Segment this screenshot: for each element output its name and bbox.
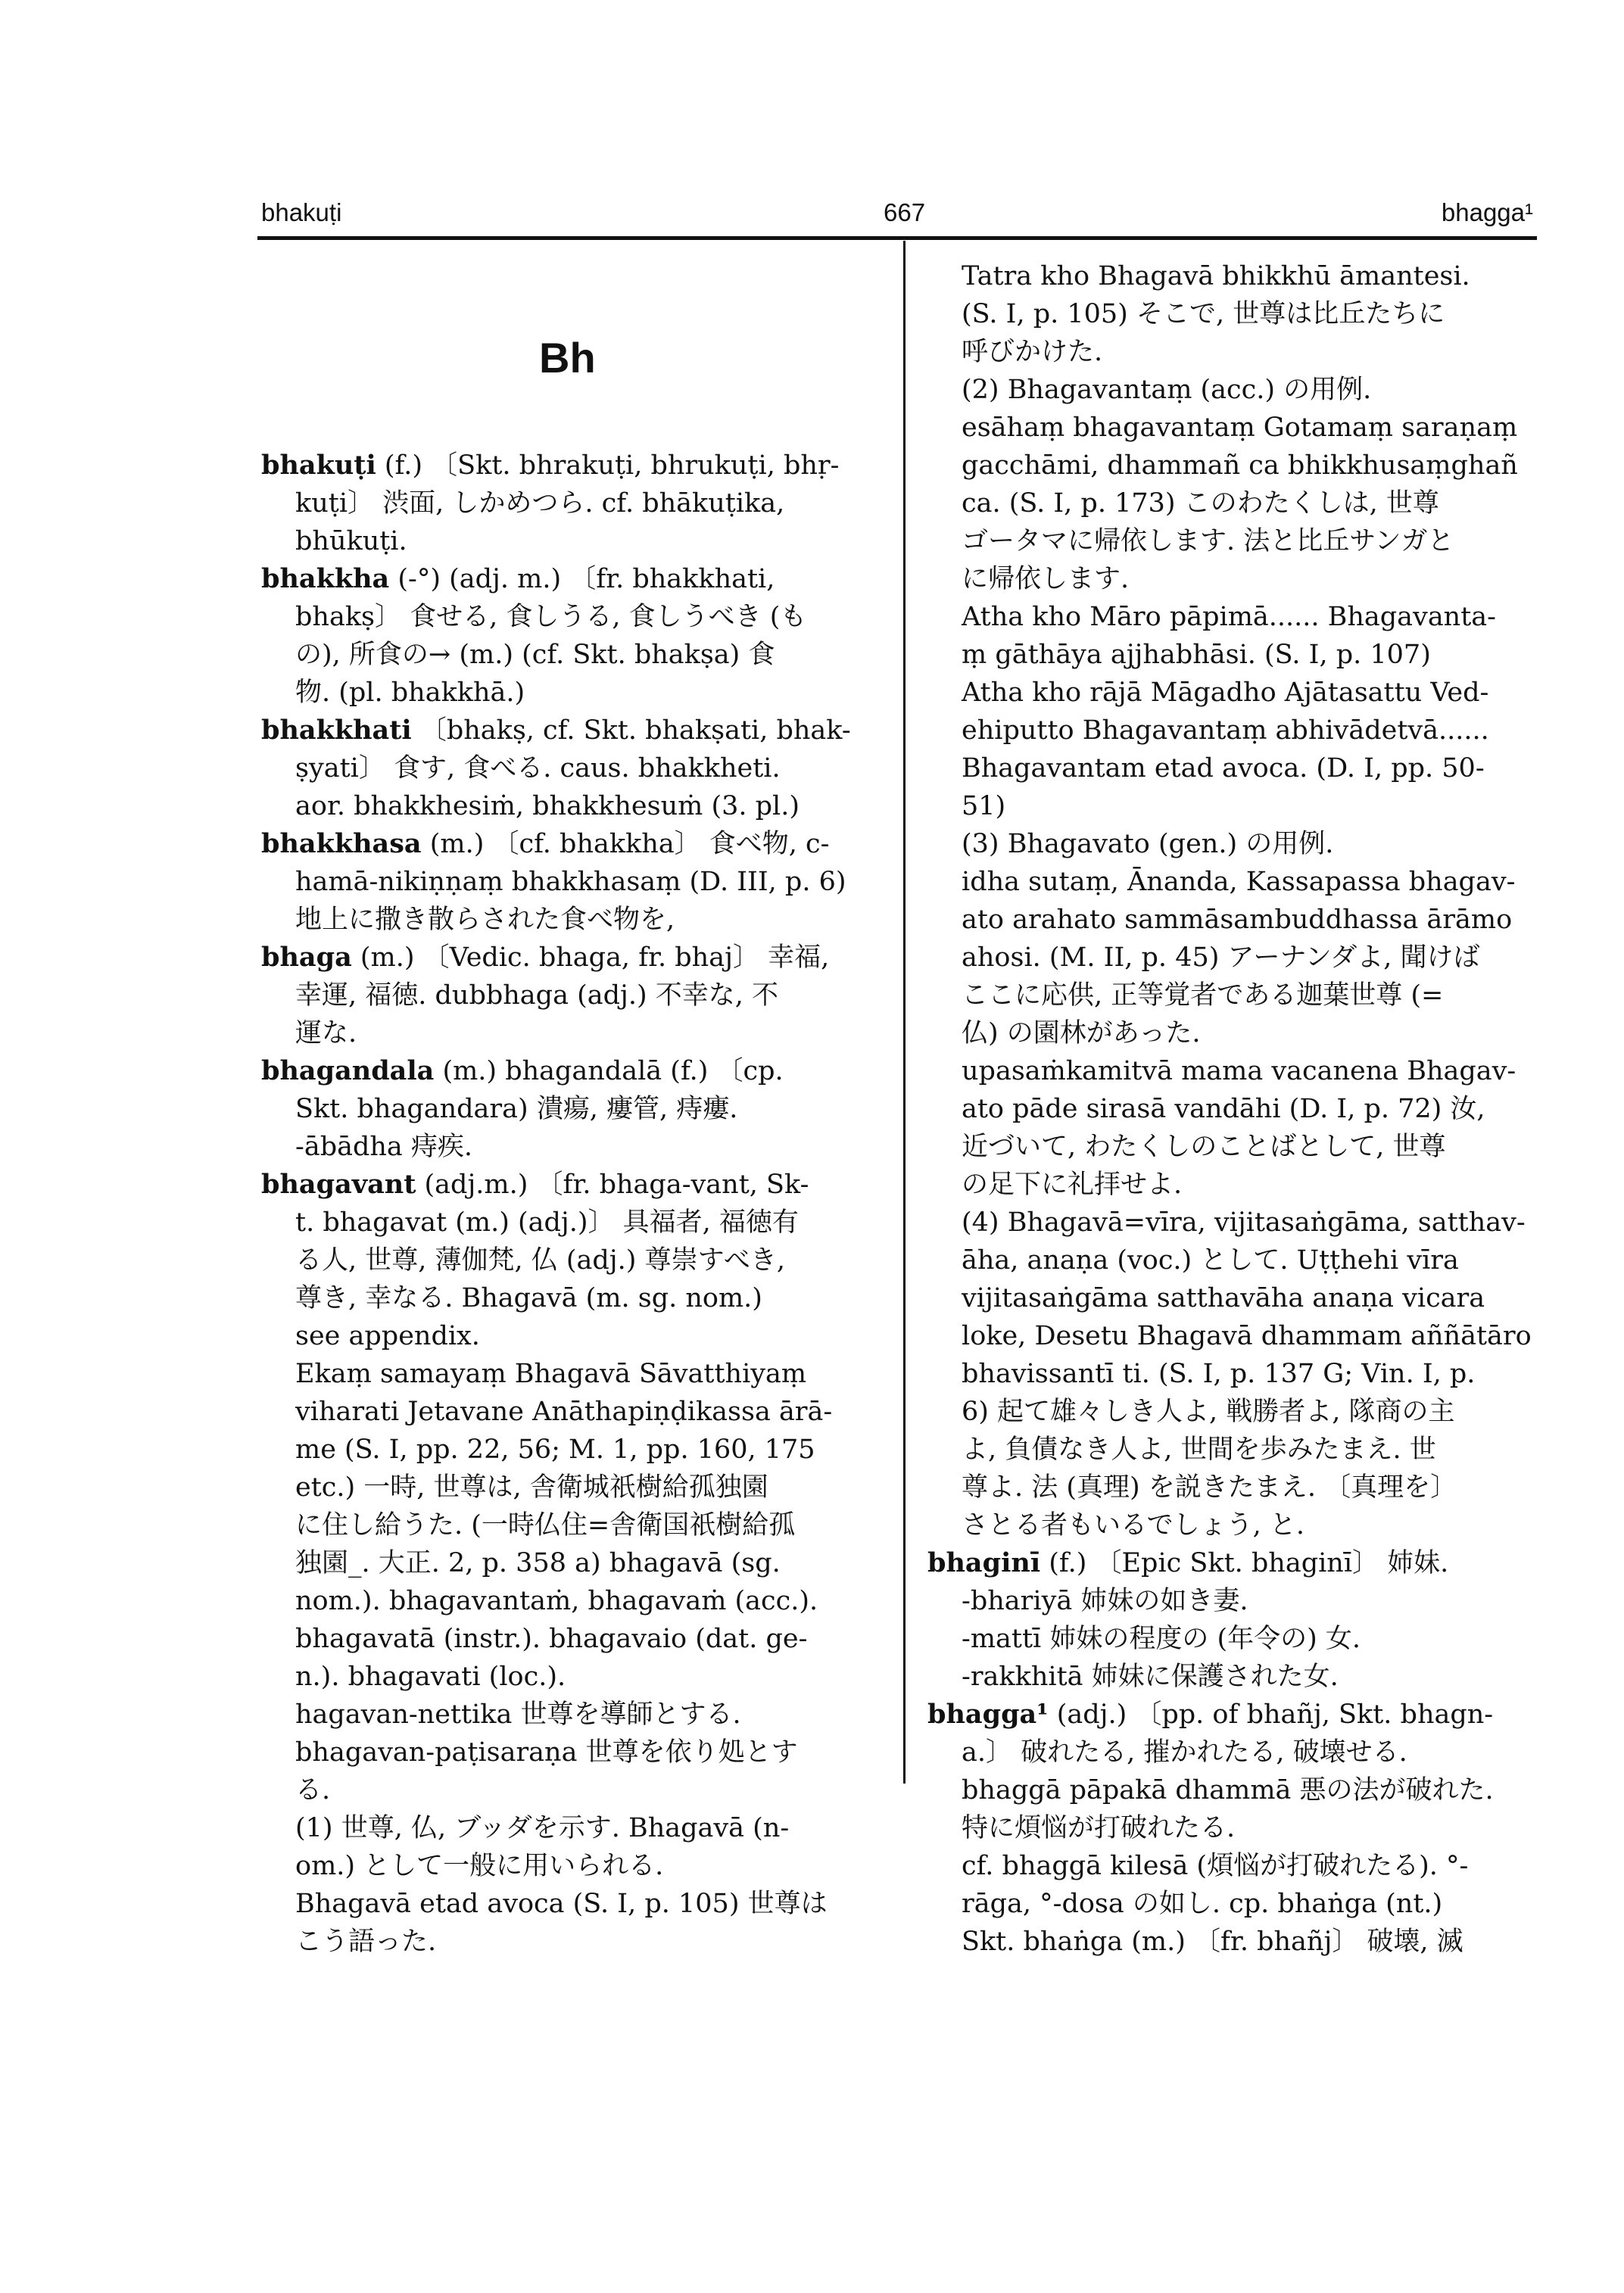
headword: bhakkhasa xyxy=(261,828,422,859)
headword-line: bhagga¹ (adj.) 〔pp. of bhañj, Skt. bhagn- xyxy=(927,1699,1494,1730)
headword-line: bhaga (m.) 〔Vedic. bhaga, fr. bhaj〕 幸福, xyxy=(261,942,830,973)
entry-line: (2) Bhagavantaṃ (acc.) の用例. xyxy=(962,375,1372,405)
entry-line: ṣyati〕 食す, 食べる. caus. bhakkheti. xyxy=(295,753,781,784)
entry-line: 地上に撒き散らされた食べ物を, xyxy=(295,905,675,935)
entry-line: の), 所食の→ (m.) (cf. Skt. bhakṣa) 食 xyxy=(295,640,775,670)
entry-line: 呼びかけた. xyxy=(962,337,1103,367)
entry-line: の足下に礼拝せよ. xyxy=(962,1170,1183,1200)
entry-line: etc.) 一時, 世尊は, 舎衛城祇樹給孤独園 xyxy=(295,1472,768,1503)
entry-line: āha, anaṇa (voc.) として. Uṭṭhehi vīra xyxy=(962,1245,1459,1276)
headword: bhakkha xyxy=(261,563,390,594)
headword: bhaginī xyxy=(927,1547,1041,1578)
entry-line: vijitasaṅgāma satthavāha anaṇa vicara xyxy=(962,1283,1485,1313)
header-right-guideword: bhagga¹ xyxy=(1441,198,1533,226)
entry-line: a.〕 破れたる, 摧かれたる, 破壊せる. xyxy=(962,1737,1407,1768)
entry-line: ehiputto Bhagavantaṃ abhivādetvā...... xyxy=(962,715,1489,746)
entry-line: る人, 世尊, 薄伽梵, 仏 (adj.) 尊崇すべき, xyxy=(295,1245,785,1276)
headword-line: bhakkhasa (m.) 〔cf. bhakkha〕 食べ物, c- xyxy=(261,828,830,859)
entry-line: (3) Bhagavato (gen.) の用例. xyxy=(962,829,1334,859)
entry-line: viharati Jetavane Anāthapiṇḍikassa ārā- xyxy=(295,1397,833,1427)
entry-line: bhagavan-paṭisaraṇa 世尊を依り処とす xyxy=(295,1737,798,1768)
entry-line: こう語った. xyxy=(295,1927,437,1957)
entry-line: よ, 負債なき人よ, 世間を歩みたまえ. 世 xyxy=(962,1435,1436,1465)
entry-line: さとる者もいるでしょう, と. xyxy=(962,1510,1305,1541)
headword: bhagandala xyxy=(261,1055,435,1086)
entry-line: om.) として一般に用いられる. xyxy=(295,1851,664,1881)
entry-line: 幸運, 福徳. dubbhaga (adj.) 不幸な, 不 xyxy=(295,980,778,1011)
entry-line: (4) Bhagavā=vīra, vijitasaṅgāma, satthav- xyxy=(962,1207,1526,1238)
headword-line: bhagavant (adj.m.) 〔fr. bhaga-vant, Sk- xyxy=(261,1169,809,1200)
entry-line: に住し給うた. (一時仏住=舎衛国祇樹給孤 xyxy=(295,1510,796,1541)
entry-line: t. bhagavat (m.) (adj.)〕 具福者, 福徳有 xyxy=(295,1207,799,1238)
entry-line: hamā-nikiṇṇaṃ bhakkhasaṃ (D. III, p. 6) xyxy=(295,867,846,897)
entry-line: esāhaṃ bhagavantaṃ Gotamaṃ saraṇaṃ xyxy=(962,413,1518,443)
entry-line: Ekaṃ samayaṃ Bhagavā Sāvatthiyaṃ xyxy=(295,1359,807,1389)
entry-line: Bhagavā etad avoca (S. I, p. 105) 世尊は xyxy=(295,1889,828,1919)
section-letter: Bh xyxy=(539,334,596,382)
entry-line: bhaggā pāpakā dhammā 悪の法が破れた. xyxy=(962,1775,1494,1805)
entry-line: bhūkuṭi. xyxy=(295,526,407,556)
header-rule xyxy=(257,236,1537,240)
entry-line: idha sutaṃ, Ānanda, Kassapassa bhagav- xyxy=(962,867,1516,897)
entry-line: Bhagavantam etad avoca. (D. I, pp. 50- xyxy=(962,753,1485,784)
entry-line: me (S. I, pp. 22, 56; M. 1, pp. 160, 175 xyxy=(295,1435,815,1465)
entry-line: 6) 起て雄々しき人よ, 戦勝者よ, 隊商の主 xyxy=(962,1397,1455,1427)
entry-line: 尊よ. 法 (真理) を説きたまえ. 〔真理を〕 xyxy=(962,1472,1457,1503)
left-column xyxy=(261,447,876,1961)
entry-line: -ābādha 痔疾. xyxy=(295,1132,473,1162)
entry-line: る. xyxy=(295,1775,331,1805)
entry-line: kuṭi〕 渋面, しかめつら. cf. bhākuṭika, xyxy=(295,488,785,519)
entry-line: bhavissantī ti. (S. I, p. 137 G; Vin. I, p. xyxy=(962,1359,1476,1389)
page-number: 667 xyxy=(884,198,926,226)
entry-line: ato arahato sammāsambuddhassa ārāmo xyxy=(962,905,1513,935)
entry-line: 独園_. 大正. 2, p. 358 a) bhagavā (sg. xyxy=(295,1548,781,1578)
headword-line: bhakuṭi (f.) 〔Skt. bhrakuṭi, bhrukuṭi, bhṛ- xyxy=(261,450,840,481)
header-left-guideword: bhakuṭi xyxy=(261,198,342,226)
headword: bhaga xyxy=(261,942,352,973)
entry-line: ahosi. (M. II, p. 45) アーナンダよ, 聞けば xyxy=(962,942,1480,973)
entry-line: Atha kho Māro pāpimā...... Bhagavanta- xyxy=(962,602,1496,632)
entry-line: -mattī 姉妹の程度の (年令の) 女. xyxy=(962,1624,1361,1654)
entry-line: upasaṁkamitvā mama vacanena Bhagav- xyxy=(962,1056,1516,1086)
entry-line: 特に煩悩が打破れたる. xyxy=(962,1813,1236,1843)
entry-line: Atha kho rājā Māgadho Ajātasattu Ved- xyxy=(962,678,1489,708)
entry-line: -rakkhitā 姉妹に保護された女. xyxy=(962,1662,1339,1692)
entry-line: Skt. bhagandara) 潰瘍, 瘻管, 痔瘻. xyxy=(295,1094,738,1124)
entry-line: 近づいて, わたくしのことばとして, 世尊 xyxy=(962,1132,1446,1162)
entry-line: (S. I, p. 105) そこで, 世尊は比丘たちに xyxy=(962,299,1445,329)
entry-line: ca. (S. I, p. 173) このわたくしは, 世尊 xyxy=(962,488,1439,519)
entry-line: (1) 世尊, 仏, ブッダを示す. Bhagavā (n- xyxy=(295,1813,790,1843)
entry-line: ṃ gāthāya ajjhabhāsi. (S. I, p. 107) xyxy=(962,640,1431,670)
entry-line: ゴータマに帰依します. 法と比丘サンガと xyxy=(962,526,1454,556)
headword-line: bhagandala (m.) bhagandalā (f.) 〔cp. xyxy=(261,1055,784,1086)
headword-line: bhakkhati 〔bhakṣ, cf. Skt. bhakṣati, bhak- xyxy=(261,715,851,746)
entry-line: bhakṣ〕 食せる, 食しうる, 食しうべき (も xyxy=(295,602,807,632)
entry-line: 51) xyxy=(962,791,1006,821)
entry-line: 仏) の園林があった. xyxy=(962,1018,1201,1048)
headword: bhakkhati xyxy=(261,715,412,746)
entry-line: に帰依します. xyxy=(962,564,1130,594)
entry-line: cf. bhaggā kilesā (煩悩が打破れたる). °- xyxy=(962,1851,1469,1881)
entry-line: -bhariyā 姉妹の如き妻. xyxy=(962,1586,1248,1616)
entry-line: Tatra kho Bhagavā bhikkhū āmantesi. xyxy=(962,261,1470,291)
entry-line: loke, Desetu Bhagavā dhammam aññātāro xyxy=(962,1321,1532,1351)
entry-line: rāga, °-dosa の如し. cp. bhaṅga (nt.) xyxy=(962,1889,1443,1919)
entry-line: see appendix. xyxy=(295,1321,480,1351)
column-divider xyxy=(903,241,906,1784)
entry-line: Skt. bhaṅga (m.) 〔fr. bhañj〕 破壊, 滅 xyxy=(962,1927,1463,1957)
entry-line: ここに応供, 正等覚者である迦葉世尊 (= xyxy=(962,980,1444,1011)
running-header xyxy=(261,198,1533,236)
headword-line: bhaginī (f.) 〔Epic Skt. bhaginī〕 姉妹. xyxy=(927,1547,1449,1578)
entry-line: hagavan-nettika 世尊を導師とする. xyxy=(295,1699,741,1730)
entry-line: 尊き, 幸なる. Bhagavā (m. sg. nom.) xyxy=(295,1283,762,1313)
entry-line: bhagavatā (instr.). bhagavaio (dat. ge- xyxy=(295,1624,808,1654)
headword-line: bhakkha (-°) (adj. m.) 〔fr. bhakkhati, xyxy=(261,563,775,594)
headword: bhagga¹ xyxy=(927,1699,1049,1730)
entry-line: aor. bhakkhesiṁ, bhakkhesuṁ (3. pl.) xyxy=(295,791,800,821)
right-column xyxy=(927,257,1537,1961)
entry-line: nom.). bhagavantaṁ, bhagavaṁ (acc.). xyxy=(295,1586,818,1616)
headword: bhagavant xyxy=(261,1169,416,1200)
entry-line: n.). bhagavati (loc.). xyxy=(295,1662,566,1692)
headword: bhakuṭi xyxy=(261,450,376,481)
entry-line: 運な. xyxy=(295,1018,357,1048)
entry-line: gacchāmi, dhammañ ca bhikkhusaṃghañ xyxy=(962,450,1518,481)
entry-line: ato pāde sirasā vandāhi (D. I, p. 72) 汝, xyxy=(962,1094,1485,1124)
entry-line: 物. (pl. bhakkhā.) xyxy=(295,678,525,708)
